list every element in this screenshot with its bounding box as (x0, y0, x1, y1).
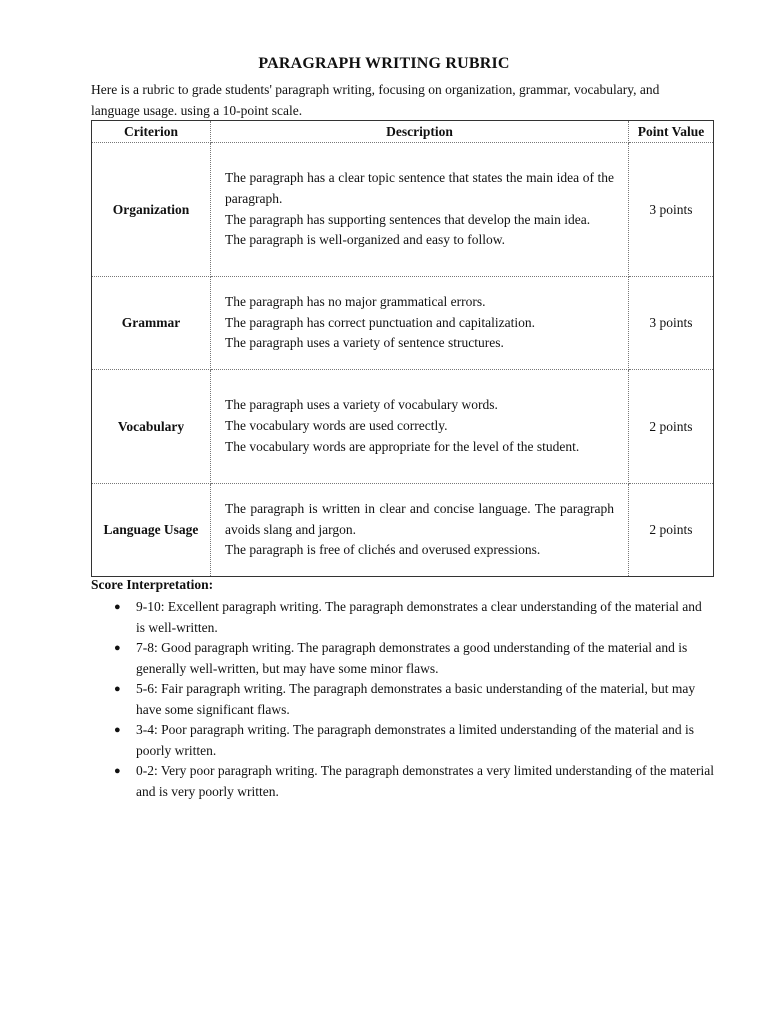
list-item (114, 761, 714, 802)
points-cell: 2 points (629, 370, 714, 484)
description-cell (211, 277, 629, 370)
description-line: The paragraph is written in clear and concise language. The paragraph avoids slang and jargon. (225, 500, 614, 537)
list-item-text: 5-6: Fair paragraph writing. The paragraph demonstrates a basic understanding of the material, but may have some significant flaws. (136, 681, 696, 717)
bullet-icon: ● (114, 765, 121, 777)
description-cell (211, 143, 629, 277)
criterion-cell: Language Usage (92, 484, 211, 577)
description-line: The paragraph is well-organized and easy to follow. (225, 232, 506, 248)
header-description: Description (211, 121, 629, 143)
score-interpretation-list (114, 597, 714, 802)
list-item (114, 638, 714, 679)
rubric-table (91, 120, 714, 577)
table-row (92, 143, 714, 277)
header-point-value: Point Value (629, 121, 714, 143)
list-item-text: 3-4: Poor paragraph writing. The paragraph demonstrates a limited understanding of the material and is poorly written. (136, 722, 694, 758)
description-cell (211, 484, 629, 577)
list-item (114, 720, 714, 761)
description-line: The paragraph has supporting sentences that develop the main idea. (225, 211, 591, 227)
page-title: PARAGRAPH WRITING RUBRIC (258, 55, 510, 72)
description-line: The vocabulary words are appropriate for the level of the student. (225, 438, 580, 454)
list-item (114, 679, 714, 720)
points-cell: 2 points (629, 484, 714, 577)
criterion-cell: Organization (92, 143, 211, 277)
bullet-icon: ● (114, 642, 121, 654)
bullet-icon: ● (114, 724, 121, 736)
list-item-text: 0-2: Very poor paragraph writing. The paragraph demonstrates a very limited understanding of the material and is very poorly written. (136, 763, 714, 799)
description-line: The paragraph uses a variety of vocabulary words. (225, 397, 498, 413)
list-item-text: 7-8: Good paragraph writing. The paragraph demonstrates a good understanding of the material and is generally well-written, but may have some minor flaws. (136, 640, 688, 676)
points-cell: 3 points (629, 277, 714, 370)
description-cell (211, 370, 629, 484)
criterion-cell: Vocabulary (92, 370, 211, 484)
list-item-text: 9-10: Excellent paragraph writing. The paragraph demonstrates a clear understanding of the material and is well-written. (136, 599, 702, 635)
criterion-cell: Grammar (92, 277, 211, 370)
description-line: The paragraph is free of clichés and overused expressions. (225, 542, 541, 558)
description-line: The vocabulary words are used correctly. (225, 418, 448, 434)
table-header-row (92, 121, 714, 143)
table-row (92, 370, 714, 484)
description-line: The paragraph uses a variety of sentence structures. (225, 335, 504, 351)
score-interpretation-heading: Score Interpretation: (91, 577, 214, 592)
points-cell: 3 points (629, 143, 714, 277)
table-row (92, 277, 714, 370)
bullet-icon: ● (114, 601, 121, 613)
description-line: The paragraph has correct punctuation and capitalization. (225, 314, 535, 330)
list-item (114, 597, 714, 638)
description-line: The paragraph has no major grammatical errors. (225, 293, 486, 309)
description-line: The paragraph has a clear topic sentence that states the main idea of the paragraph. (225, 169, 614, 206)
table-row (92, 484, 714, 577)
header-criterion: Criterion (92, 121, 211, 143)
bullet-icon: ● (114, 683, 121, 695)
intro-paragraph: Here is a rubric to grade students' paragraph writing, focusing on organization, grammar, vocabulary, and language usage. using a 10-point scale. (91, 82, 660, 118)
